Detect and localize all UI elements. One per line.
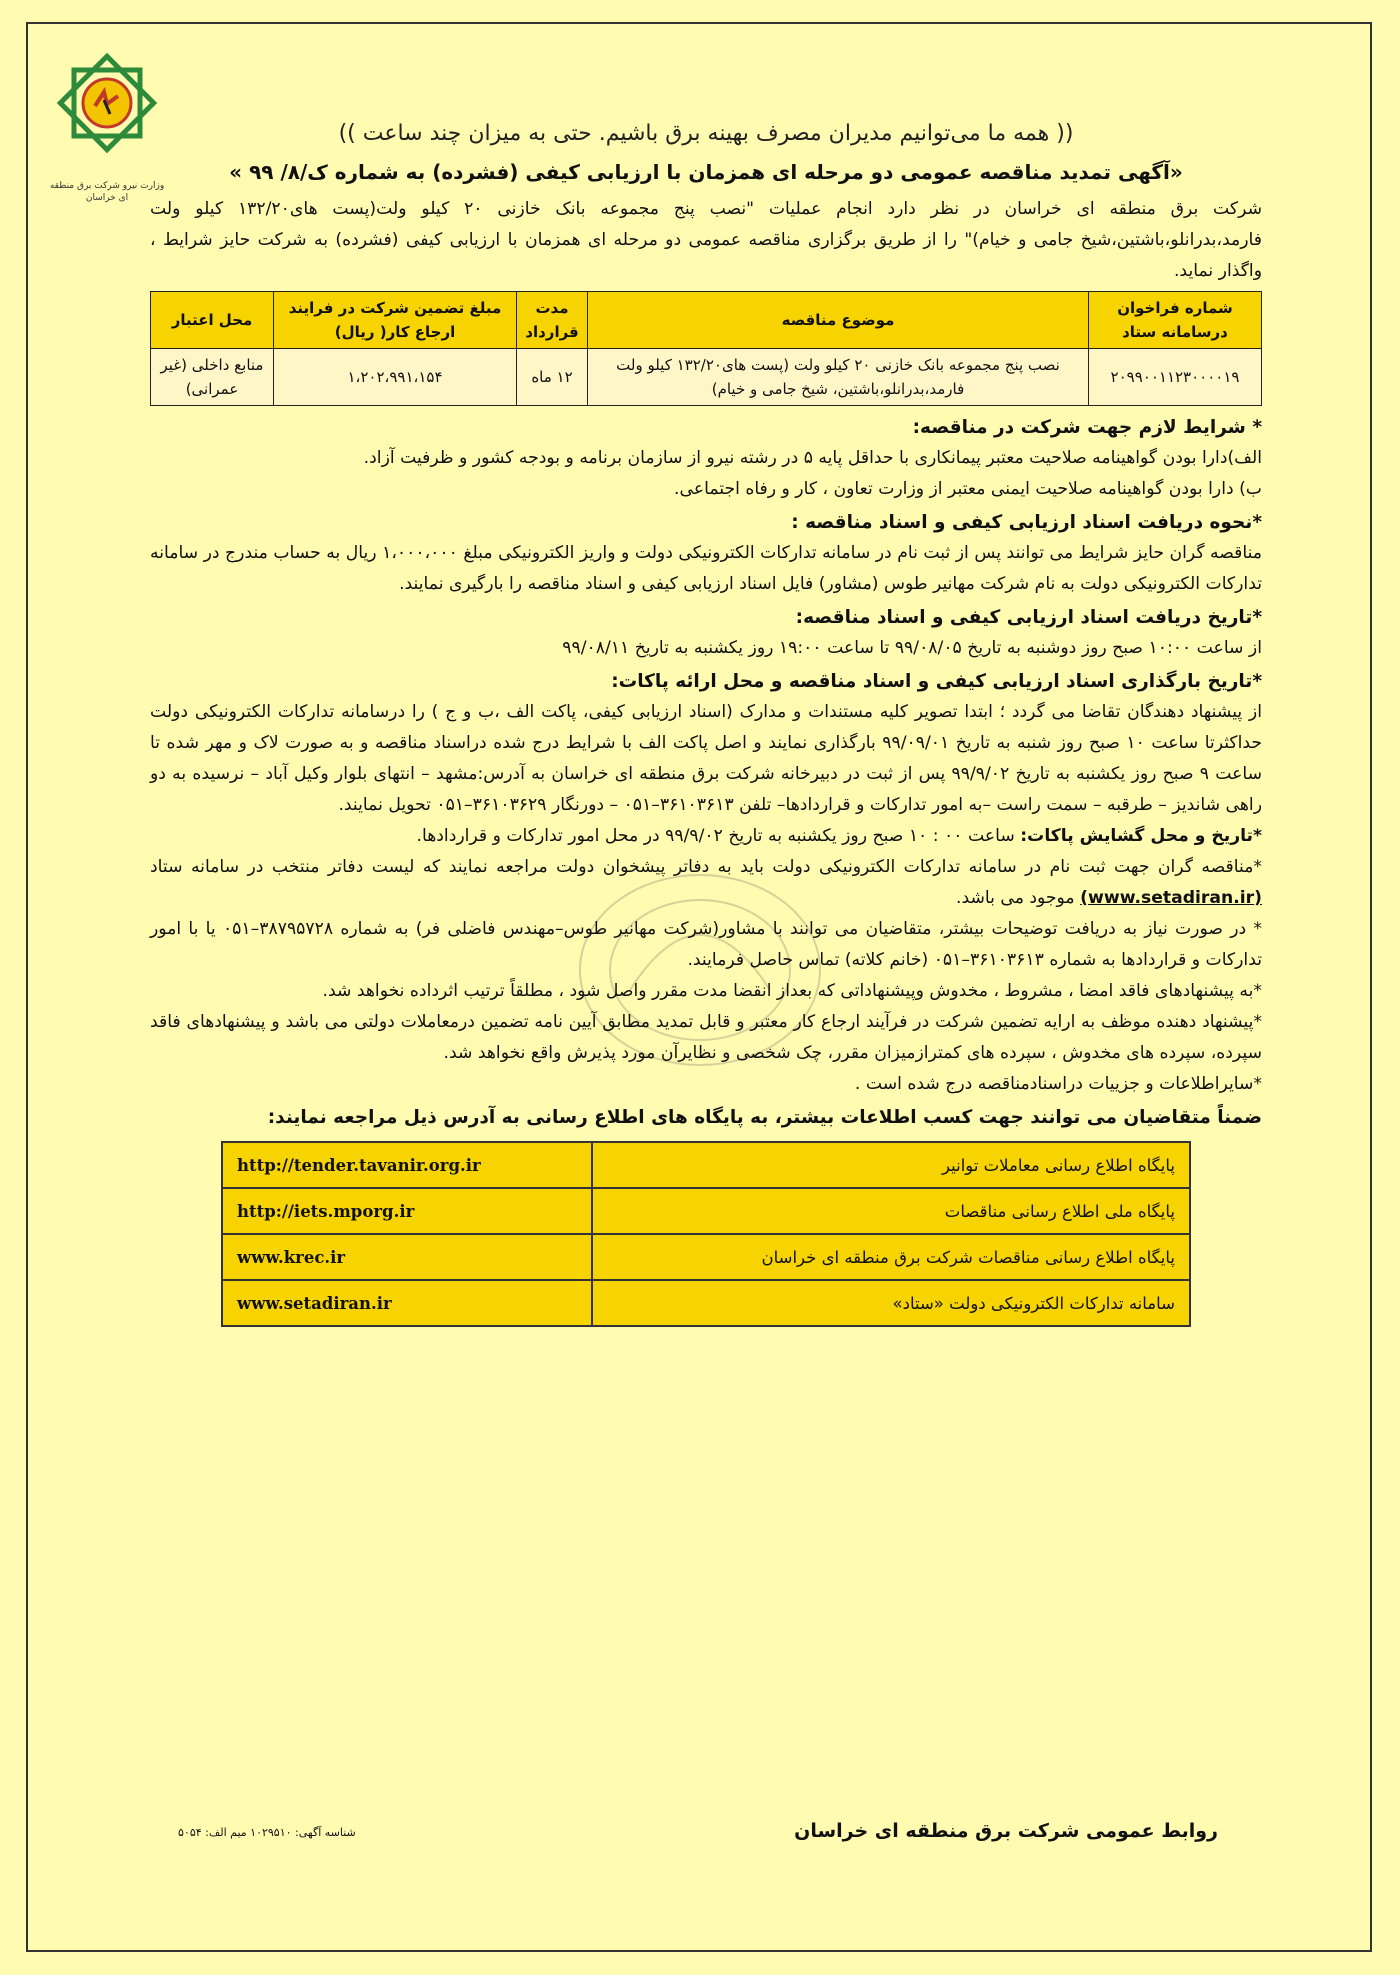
receive-date-heading: *تاریخ دریافت اسناد ارزیابی کیفی و اسناد مناقصه:	[795, 607, 1262, 628]
cell-guarantee: ۱،۲۰۲،۹۹۱،۱۵۴	[274, 349, 517, 406]
upload-heading: *تاریخ بارگذاری اسناد ارزیابی کیفی و اسناد مناقصه و محل ارائه پاکات:	[611, 671, 1262, 692]
table-header-row	[151, 292, 1262, 349]
header-subject: موضوع مناقصه	[588, 292, 1089, 349]
link-url[interactable]: www.setadiran.ir	[222, 1280, 592, 1326]
announcement-body	[150, 118, 1262, 1327]
tender-table	[150, 291, 1262, 406]
ad-id: شناسه آگهی: ۱۰۲۹۵۱۰ میم الف: ۵۰۵۴	[178, 1826, 356, 1839]
bullet-registration-end: موجود می باشد.	[956, 888, 1081, 908]
header-call-number: شماره فراخوان درسامانه ستاد	[1089, 292, 1262, 349]
conditions-heading: * شرایط لازم جهت شرکت در مناقصه:	[912, 417, 1262, 438]
header-guarantee: مبلغ تضمین شرکت در فرایند ارجاع کار( ریال)	[274, 292, 517, 349]
link-label: پایگاه اطلاع رسانی معاملات توانیر	[592, 1142, 1190, 1188]
link-label: پایگاه ملی اطلاع رسانی مناقصات	[592, 1188, 1190, 1234]
receive-docs-heading: *نحوه دریافت اسناد ارزیابی کیفی و اسناد مناقصه :	[791, 512, 1262, 533]
intro-paragraph: شرکت برق منطقه ای خراسان در نظر دارد انجام عملیات "نصب پنج مجموعه بانک خازنی ۲۰ کیلو ولت(پست های۱۳۲/۲۰ کیلو ولت فارمد،بدرانلو،باشتین،شیخ جامی و خیام)" را از طریق برگزاری مناقصه عمومی دو مرحله ای همزمان با ارزیابی کیفی (فشرده) به شرکت حایز شرایط ، واگذار نماید.	[150, 199, 1262, 281]
link-url[interactable]: http://iets.mporg.ir	[222, 1188, 592, 1234]
bullet-guarantee: *پیشنهاد دهنده موظف به ارایه تضمین شرکت در فرآیند ارجاع کار معتبر و قابل تمدید مطابق آیین نامه تضمین درمعاملات دولتی می باشد و پیشنهادهای فاقد سپرده، سپرده های مخدوش ، سپرده های کمترازمیزان مقرر، چک شخصی و نظایرآن مورد پذیرش واقع نخواهد شد.	[150, 1012, 1262, 1063]
table-row	[222, 1234, 1190, 1280]
cell-subject: نصب پنج مجموعه بانک خازنی ۲۰ کیلو ولت (پست های۱۳۲/۲۰ کیلو ولت فارمد،بدرانلو،باشتین، شیخ جامی و خیام)	[588, 349, 1089, 406]
bullet-registration-text: *مناقصه گران جهت ثبت نام در سامانه تدارکات الکترونیکی دولت باید به دفاتر پیشخوان دولت مراجعه نمایند که لیست دفاتر منتخب در سامانه ستاد	[150, 857, 1262, 877]
table-row	[222, 1280, 1190, 1326]
receive-docs-text: مناقصه گران حایز شرایط می توانند پس از ثبت نام در سامانه تدارکات الکترونیکی دولت و واریز الکترونیکی مبلغ ۱،۰۰۰،۰۰۰ ریال به حساب مندرج در سامانه تدارکات الکترونیکی دولت به نام شرکت مهانیر طوس (مشاور) فایل اسناد ارزیابی کیفی و اسناد مناقصه را بارگیری نمایند.	[150, 543, 1262, 594]
table-row	[151, 349, 1262, 406]
logo-caption: وزارت نیرو شرکت برق منطقه ای خراسان	[49, 181, 165, 203]
bullet-registration	[150, 852, 1262, 914]
link-label: پایگاه اطلاع رسانی مناقصات شرکت برق منطقه ای خراسان	[592, 1234, 1190, 1280]
condition-b: ب) دارا بودن گواهینامه صلاحیت ایمنی معتبر از وزارت تعاون ، کار و رفاه اجتماعی.	[674, 479, 1262, 499]
header-funding: محل اعتبار	[151, 292, 274, 349]
cell-call-number: ۲۰۹۹۰۰۱۱۲۳۰۰۰۰۱۹	[1089, 349, 1262, 406]
header-duration: مدت قرارداد	[517, 292, 588, 349]
page-title: «آگهی تمدید مناقصه عمومی دو مرحله ای همزمان با ارزیابی کیفی (فشرده) به شماره ک/۸/ ۹۹ »	[229, 160, 1183, 184]
opening-text: ساعت ۰۰ : ۱۰ صبح روز یکشنبه به تاریخ ۹۹/۹/۰۲ در محل امور تدارکات و قراردادها.	[416, 826, 1021, 846]
link-label: سامانه تدارکات الکترونیکی دولت «ستاد»	[592, 1280, 1190, 1326]
links-intro: ضمناً متقاضیان می توانند جهت کسب اطلاعات بیشتر، به پایگاه های اطلاع رسانی به آدرس ذیل مراجعه نمایند:	[267, 1107, 1262, 1128]
slogan: (( همه ما می‌توانیم مدیران مصرف بهینه برق باشیم. حتی به میزان چند ساعت ))	[338, 121, 1074, 146]
cell-funding: منابع داخلی (غیر عمرانی)	[151, 349, 274, 406]
receive-date-text: از ساعت ۱۰:۰۰ صبح روز دوشنبه به تاریخ ۹۹/۰۸/۰۵ تا ساعت ۱۹:۰۰ روز یکشنبه به تاریخ ۹۹/۰۸/۱۱	[562, 638, 1262, 658]
link-url[interactable]: www.krec.ir	[222, 1234, 592, 1280]
footer	[178, 1820, 1218, 1842]
link-url[interactable]: http://tender.tavanir.org.ir	[222, 1142, 592, 1188]
cell-duration: ۱۲ ماه	[517, 349, 588, 406]
setadiran-link[interactable]: (www.setadiran.ir)	[1080, 888, 1262, 908]
condition-a: الف)دارا بودن گواهینامه صلاحیت معتبر پیمانکاری با حداقل پایه ۵ در رشته نیرو از سازمان برنامه و بودجه کشور و ظرفیت آزاد.	[363, 448, 1262, 468]
links-table	[221, 1141, 1191, 1327]
bullet-other-info: *سایراطلاعات و جزییات دراسنادمناقصه درج شده است .	[854, 1074, 1262, 1094]
table-row	[222, 1142, 1190, 1188]
opening-paragraph	[150, 821, 1262, 852]
public-relations-signature: روابط عمومی شرکت برق منطقه ای خراسان	[794, 1820, 1218, 1842]
bullet-invalid-bids: *به پیشنهادهای فاقد امضا ، مشروط ، مخدوش وپیشنهاداتی که بعداز انقضا مدت مقرر واصل شود ، مطلقاً ترتیب اثرداده نخواهد شد.	[322, 981, 1262, 1001]
bullet-contact: * در صورت نیاز به دریافت توضیحات بیشتر، متقاضیان می توانند با مشاور(شرکت مهانیر طوس–مهندس فاضلی فر) به شماره ۳۸۷۹۵۷۲۸–۰۵۱ یا با امور تدارکات و قراردادها به شماره ۳۶۱۰۳۶۱۳–۰۵۱ (خانم کلاته) تماس حاصل فرمایند.	[150, 919, 1262, 970]
company-logo-icon	[52, 48, 162, 158]
table-row	[222, 1188, 1190, 1234]
opening-heading: *تاریخ و محل گشایش پاکات:	[1020, 826, 1262, 846]
upload-text: از پیشنهاد دهندگان تقاضا می گردد ؛ ابتدا تصویر کلیه مستندات و مدارک (اسناد ارزیابی کیفی، پاکت الف ،ب و ج ) را درسامانه تدارکات الکترونیکی دولت حداکثرتا ساعت ۱۰ صبح روز شنبه به تاریخ ۹۹/۰۹/۰۱ بارگذاری نمایند و اصل پاکت الف با شرایط درج شده دراسناد مناقصه و به صورت لاک و مهر شده تا ساعت ۹ صبح روز یکشنبه به تاریخ ۹۹/۹/۰۲ پس از ثبت در دبیرخانه شرکت برق منطقه ای خراسان به آدرس:مشهد – انتهای بلوار وکیل آباد – نرسیده به دو راهی شاندیز – طرقبه – سمت راست –به امور تدارکات و قراردادها– تلفن ۳۶۱۰۳۶۱۳–۰۵۱ – دورنگار ۳۶۱۰۳۶۲۹–۰۵۱ تحویل نمایند.	[150, 702, 1263, 815]
